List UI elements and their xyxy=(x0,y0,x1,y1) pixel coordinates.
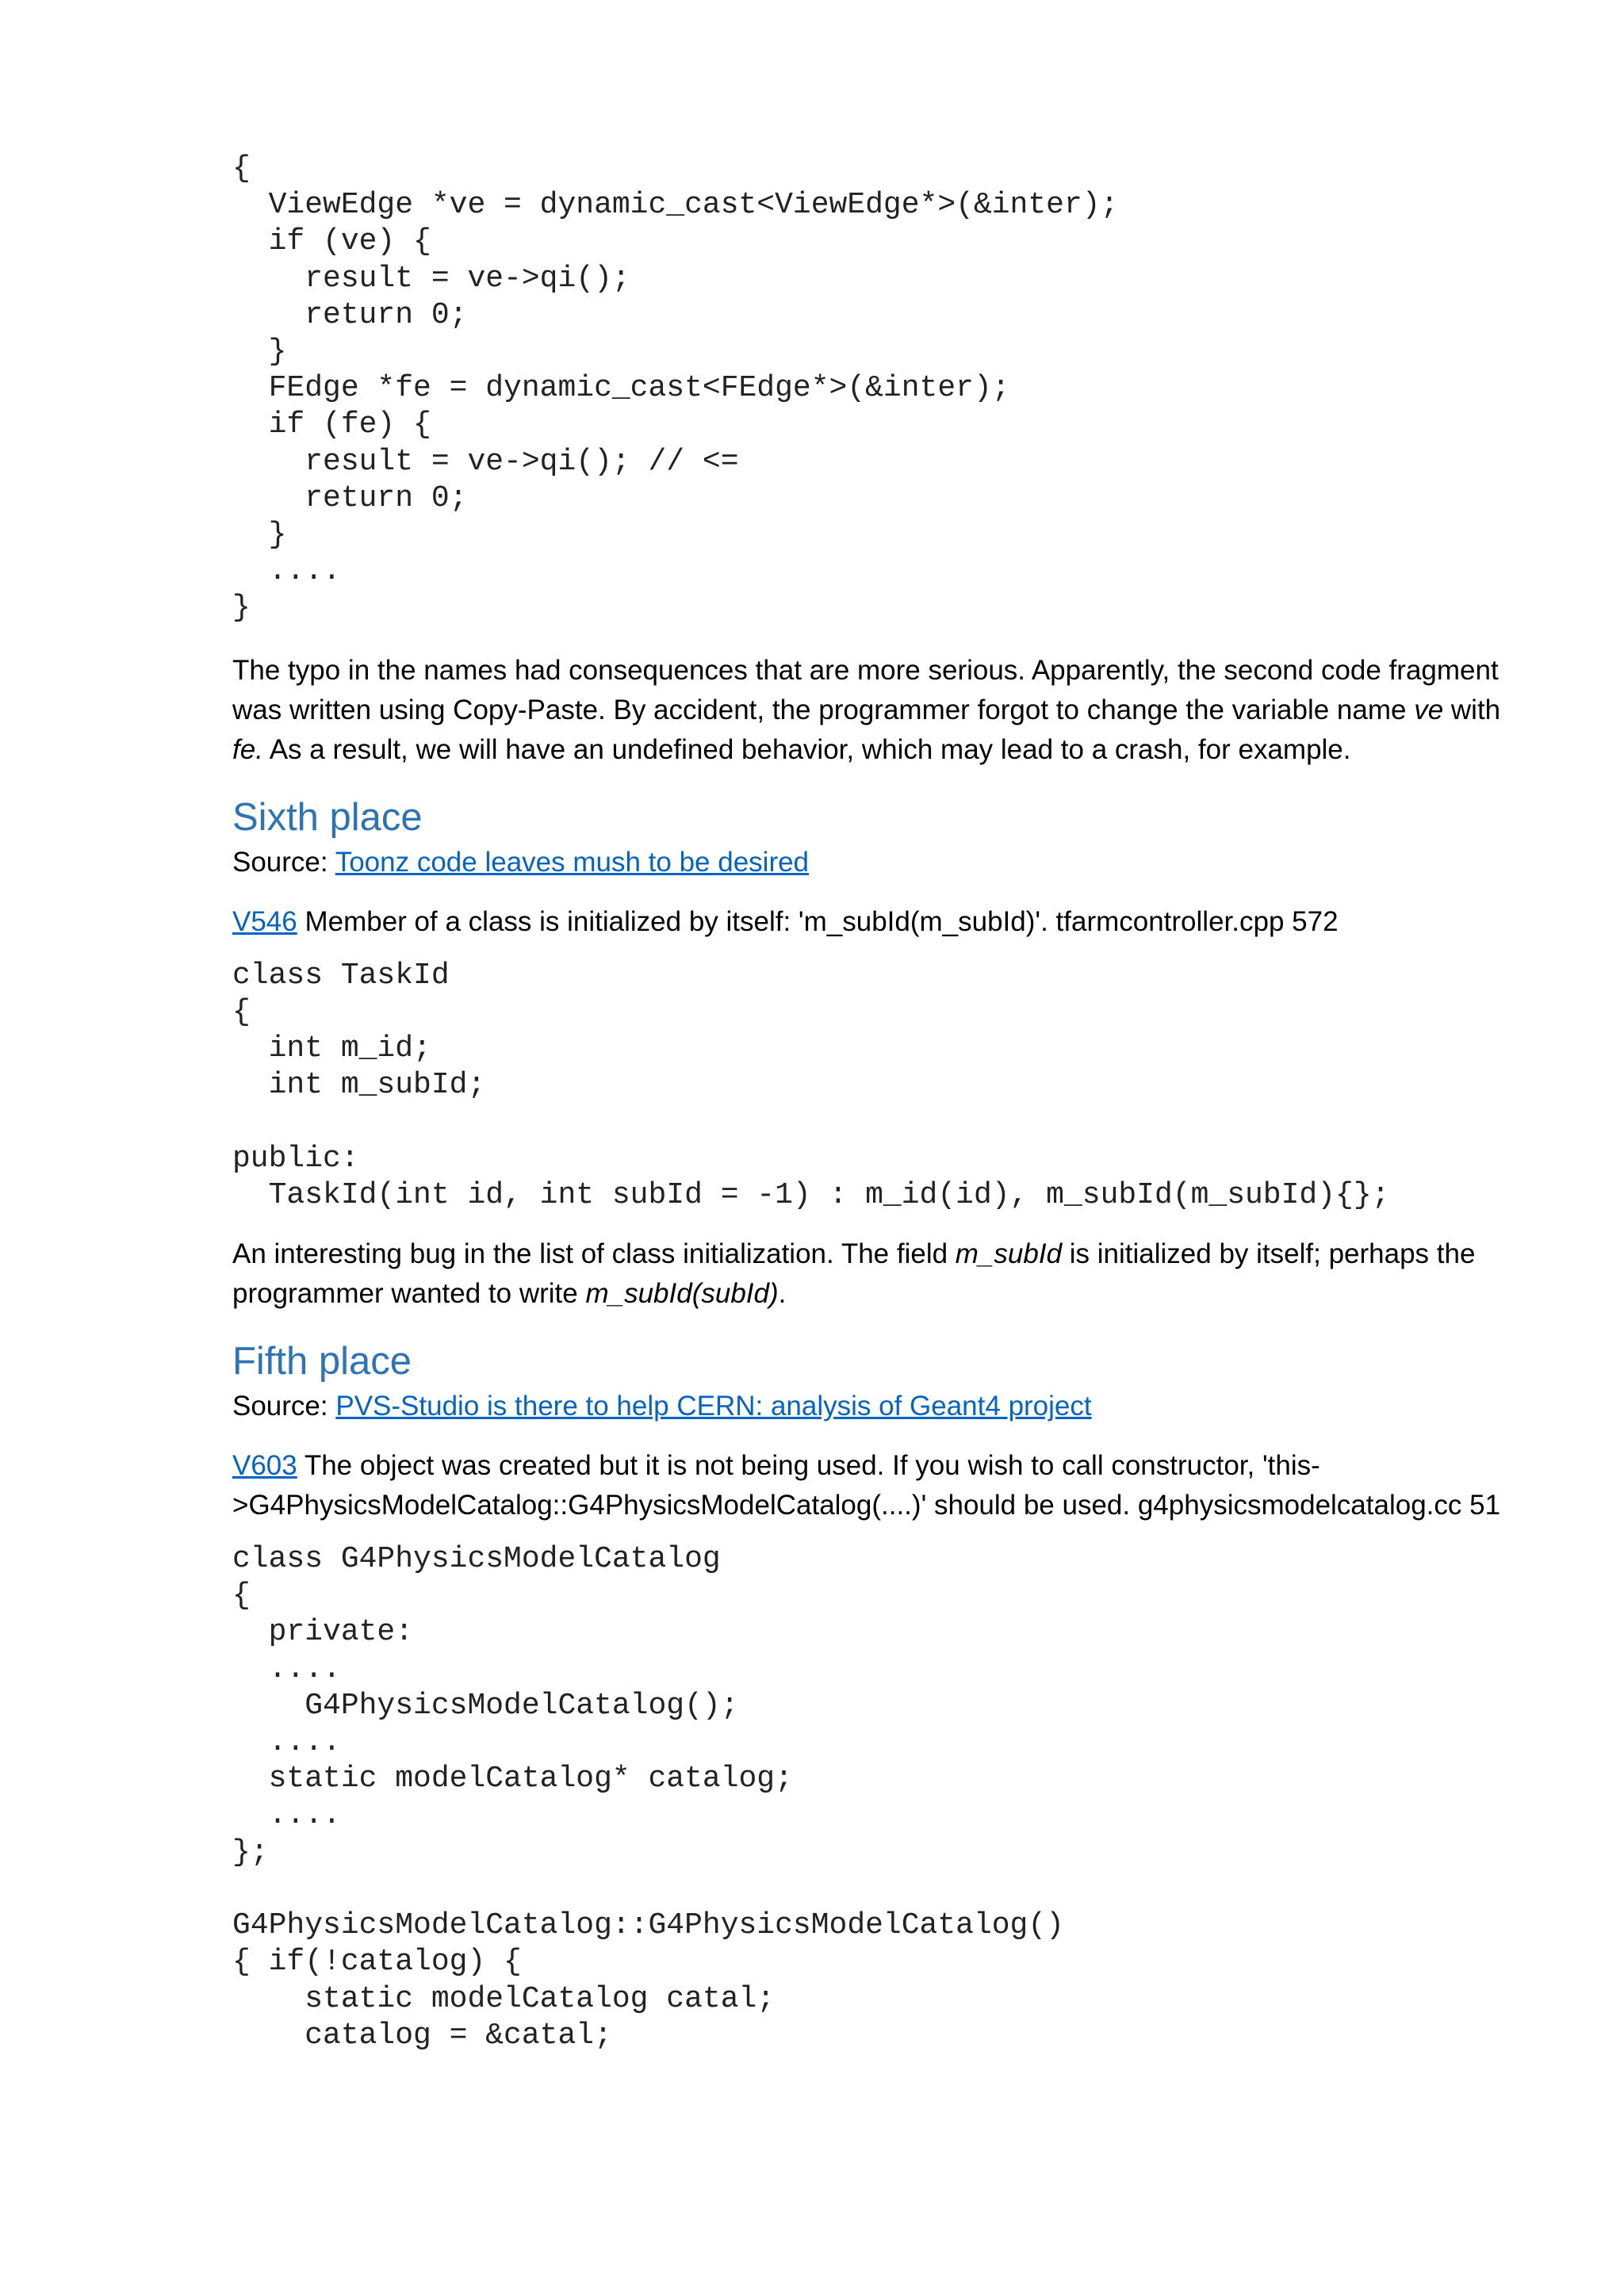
code-line: result = ve->qi(); // <= xyxy=(232,444,739,479)
para-text: An interesting bug in the list of class initialization. The field xyxy=(232,1238,956,1270)
code-line: int m_subId; xyxy=(232,1068,486,1103)
var-fe: fe. xyxy=(232,733,263,765)
code-line: .... xyxy=(232,1725,341,1760)
diagnostic-line-v546 xyxy=(232,902,1517,942)
code-line: result = ve->qi(); xyxy=(232,261,630,296)
para-text: As a result, we will have an undefined behavior, which may lead to a crash, for example. xyxy=(262,733,1351,765)
source-label: Source: xyxy=(232,1391,336,1422)
code-line: { xyxy=(232,151,251,186)
code-line: static modelCatalog catal; xyxy=(232,1981,776,2016)
code-line: G4PhysicsModelCatalog(); xyxy=(232,1688,739,1723)
code-line: return 0; xyxy=(232,480,468,515)
code-line: private: xyxy=(232,1615,414,1650)
diagnostic-line-v603 xyxy=(232,1446,1517,1525)
code-line: { xyxy=(232,994,251,1029)
code-line: }; xyxy=(232,1835,269,1869)
code-line: { xyxy=(232,1578,251,1613)
diagnostic-link-v603[interactable]: V603 xyxy=(232,1450,297,1482)
code-line: .... xyxy=(232,1798,341,1833)
para-text: with xyxy=(1443,694,1501,725)
code-line: if (fe) { xyxy=(232,408,431,442)
code-line: .... xyxy=(232,554,341,589)
code-line: catalog = &catal; xyxy=(232,2018,612,2053)
code-line: } xyxy=(232,591,251,626)
code-line: ViewEdge *ve = dynamic_cast<ViewEdge*>(&inter); xyxy=(232,188,1119,223)
source-label: Source: xyxy=(232,846,335,878)
code-line: return 0; xyxy=(232,297,468,332)
diagnostic-text: The object was created but it is not being used. If you wish to call constructor, 'this->G4PhysicsModelCatalog::G4PhysicsModelCatalog(....)' should be used. g4physicsmodelcatalog.cc 51 xyxy=(232,1450,1501,1521)
code-line: } xyxy=(232,518,287,553)
code-line: class TaskId xyxy=(232,958,450,993)
para-text: The typo in the names had consequences that are more serious. Apparently, the second code fragment was written using Copy-Paste. By accident, the programmer forgot to change the variable name xyxy=(232,654,1499,725)
heading-fifth-place: Fifth place xyxy=(232,1340,412,1383)
para-text: . xyxy=(778,1278,787,1310)
field-m-subid-fix: m_subId(subId) xyxy=(585,1278,779,1310)
field-m-subid: m_subId xyxy=(955,1238,1063,1270)
code-line xyxy=(232,1871,1517,1908)
code-line: } xyxy=(232,335,287,369)
code-block-taskid xyxy=(232,958,1517,1214)
code-line: if (ve) { xyxy=(232,224,431,259)
var-ve: ve xyxy=(1414,694,1444,725)
code-line: FEdge *fe = dynamic_cast<FEdge*>(&inter); xyxy=(232,371,1010,406)
source-line-sixth xyxy=(232,843,1517,882)
code-line: { if(!catalog) { xyxy=(232,1945,522,1980)
code-line: .... xyxy=(232,1651,341,1686)
source-link-toonz[interactable]: Toonz code leaves mush to be desired xyxy=(335,846,810,878)
source-link-geant4[interactable]: PVS-Studio is there to help CERN: analysis of Geant4 project xyxy=(335,1391,1092,1422)
code-line: TaskId(int id, int subId = -1) : m_id(id), m_subId(m_subId){}; xyxy=(232,1177,1390,1212)
diagnostic-text: Member of a class is initialized by itself: 'm_subId(m_subId)'. tfarmcontroller.cpp 572 xyxy=(297,905,1339,937)
code-line: public: xyxy=(232,1141,359,1176)
paragraph-init-bug xyxy=(232,1234,1517,1314)
code-line: int m_id; xyxy=(232,1031,431,1066)
source-line-fifth xyxy=(232,1387,1517,1426)
paragraph-typo-explanation xyxy=(232,651,1517,770)
code-block-dynamic-cast xyxy=(232,151,1517,627)
document-page xyxy=(232,151,1517,2054)
diagnostic-link-v546[interactable]: V546 xyxy=(232,905,297,937)
code-line: class G4PhysicsModelCatalog xyxy=(232,1542,721,1577)
code-block-g4physics xyxy=(232,1541,1517,2054)
code-line: G4PhysicsModelCatalog::G4PhysicsModelCatalog() xyxy=(232,1908,1064,1943)
code-line xyxy=(232,1104,1517,1140)
code-line: static modelCatalog* catalog; xyxy=(232,1762,793,1797)
para-text: is initialized by itself; perhaps the programmer wanted to write xyxy=(232,1238,1476,1310)
heading-sixth-place: Sixth place xyxy=(232,795,423,839)
